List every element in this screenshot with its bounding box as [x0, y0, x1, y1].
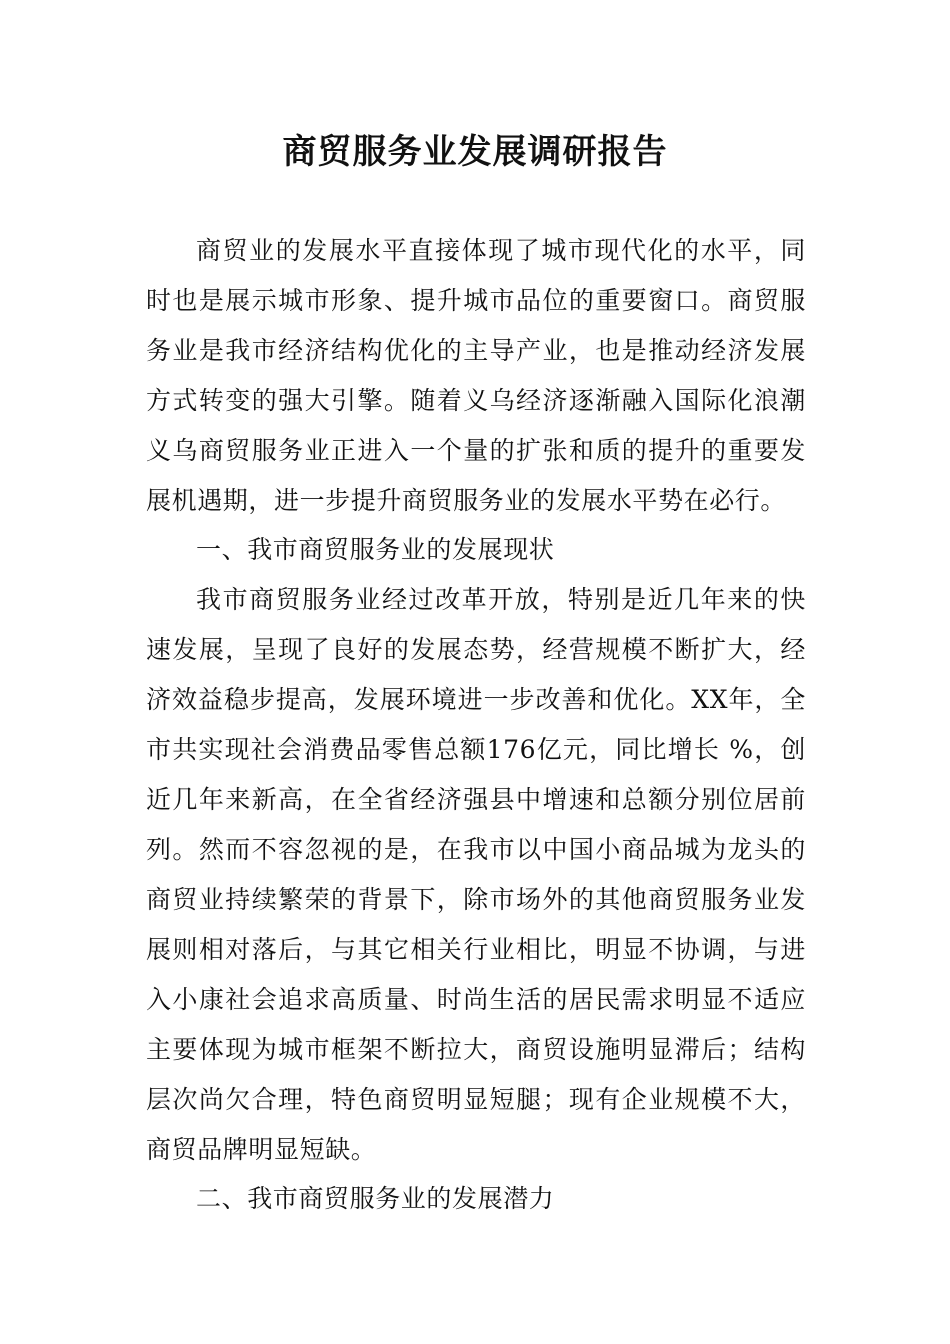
intro-paragraph: 商贸业的发展水平直接体现了城市现代化的水平，同时也是展示城市形象、提升城市品位的重要窗口。商贸服务业是我市经济结构优化的主导产业，也是推动经济发展方式转变的强大引擎。随着义乌经济逐渐融入国际化浪潮义乌商贸服务业正进入一个量的扩张和质的提升的重要发展机遇期，进一步提升商贸服务业的发展水平势在必行。	[146, 236, 806, 515]
document-title: 商贸服务业发展调研报告	[282, 132, 668, 172]
section-1-paragraph: 我市商贸服务业经过改革开放，特别是近几年来的快速发展，呈现了良好的发展态势，经营规模不断扩大，经济效益稳步提高，发展环境进一步改善和优化。XX年，全市共实现社会消费品零售总额176亿元，同比增长 %，创近几年来新高，在全省经济强县中增速和总额分别位居前列。然而不容忽视的是，在我市以中国小商品城为龙头的商贸业持续繁荣的背景下，除市场外的其他商贸服务业发展则相对落后，与其它相关行业相比，明显不协调，与进入小康社会追求高质量、时尚生活的居民需求明显不适应主要体现为城市框架不断拉大，商贸设施明显滞后；结构层次尚欠合理，特色商贸明显短腿；现有企业规模不大，商贸品牌明显短缺。	[146, 585, 806, 1164]
section-2-heading: 二、我市商贸服务业的发展潜力	[196, 1184, 555, 1213]
section-1-heading: 一、我市商贸服务业的发展现状	[196, 535, 555, 564]
